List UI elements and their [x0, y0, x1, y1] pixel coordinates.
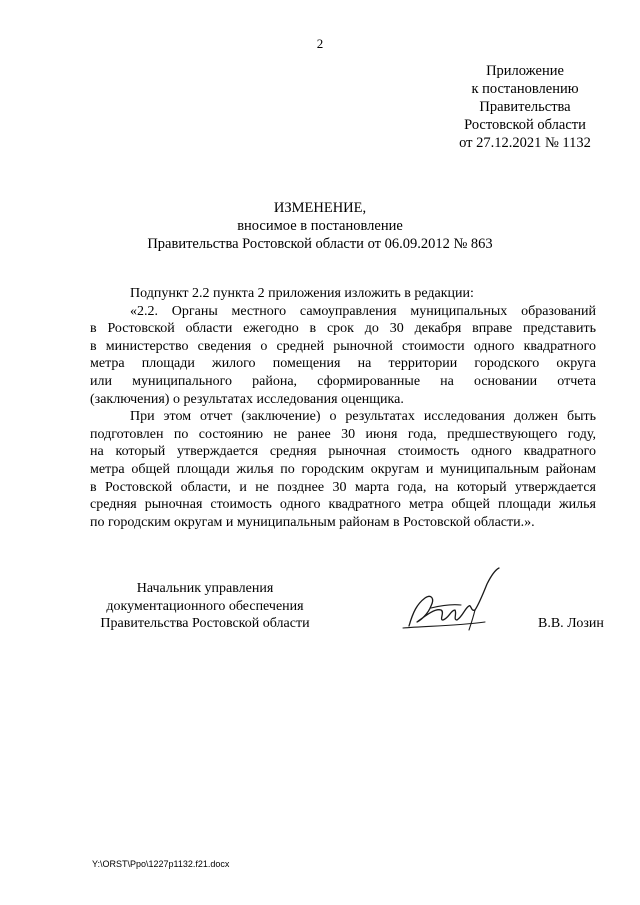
- paragraph-2-line: по городским округам и муниципальным районам в Ростовской области.».: [90, 514, 535, 530]
- appendix-line: Правительства: [479, 99, 571, 115]
- appendix-line: к постановлению: [471, 81, 579, 97]
- paragraph-2-line: средняя рыночная стоимость одного квадратного метра общей площади жилья: [90, 497, 596, 513]
- document-subtitle: Правительства Ростовской области от 06.09.2012 № 863: [147, 236, 493, 252]
- document-subtitle: вносимое в постановление: [237, 218, 403, 234]
- paragraph-2-line: При этом отчет (заключение) о результатах исследования должен быть: [130, 409, 596, 425]
- handwritten-signature: [395, 564, 505, 634]
- appendix-line: от 27.12.2021 № 1132: [459, 135, 591, 151]
- signer-position-line: документационного обеспечения: [106, 598, 304, 614]
- signer-position-line: Начальник управления: [136, 581, 274, 596]
- appendix-block: [420, 62, 630, 152]
- signature-block: [0, 580, 640, 640]
- document-title: ИЗМЕНЕНИЕ,: [273, 200, 367, 216]
- paragraph-1-line: в министерство сведения о средней рыночной стоимости одного квадратного: [90, 338, 596, 354]
- paragraph-2-line: подготовлен по состоянию не ранее 30 июня года, предшествующего году,: [90, 426, 596, 442]
- document-heading: [0, 199, 640, 253]
- appendix-line: Приложение: [486, 63, 564, 79]
- paragraph-2-line: метра общей площади жилья по городским округам и муниципальным районам: [90, 461, 596, 477]
- page-number: 2: [316, 36, 324, 51]
- paragraph-1-line: метра площади жилого помещения на территории городского округа: [90, 356, 596, 372]
- appendix-line: Ростовской области: [464, 117, 586, 133]
- file-path: Y:\ORST\Ppo\1227p1132.f21.docx: [92, 859, 230, 869]
- paragraph-1-line: (заключения) о результатах исследования оценщика.: [90, 391, 404, 407]
- paragraph-1-line: или муниципального района, сформированные на основании отчета: [90, 373, 596, 389]
- signer-name: В.В. Лозин: [538, 616, 604, 631]
- signer-position-line: Правительства Ростовской области: [100, 616, 310, 632]
- paragraph-2-line: на который утверждается средняя рыночная стоимость одного квадратного: [90, 444, 596, 460]
- signer-position: [90, 580, 320, 633]
- document-body: [90, 285, 596, 531]
- paragraph-1-line: «2.2. Органы местного самоуправления муниципальных образований: [130, 303, 596, 319]
- paragraph-1-line: в Ростовской области ежегодно в срок до 30 декабря вправе представить: [90, 321, 596, 337]
- intro-line: Подпункт 2.2 пункта 2 приложения изложить в редакции:: [130, 286, 474, 301]
- paragraph-2-line: в Ростовской области, и не позднее 30 марта года, на который утверждается: [90, 479, 596, 495]
